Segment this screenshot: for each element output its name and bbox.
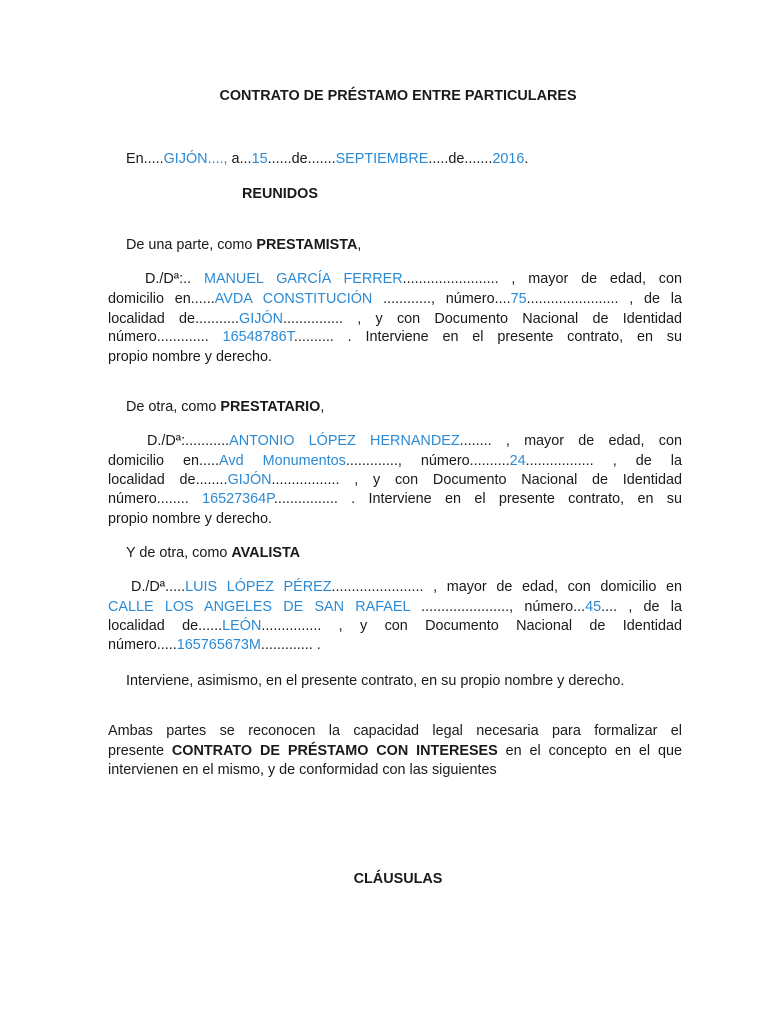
prestatario-l2-post: ................. , de la [525, 453, 683, 469]
avalista-l1-post: ....................... , mayor de edad, con domicilio en [331, 579, 683, 595]
contract-type: CONTRATO DE PRÉSTAMO CON INTERESES [171, 743, 498, 759]
date-line [126, 149, 686, 169]
avalista-line-3 [108, 616, 682, 636]
prestatario-intro-comma: , [320, 399, 325, 415]
prestamista-l1-post: ........................ , mayor de edad, con [402, 271, 682, 287]
prestamista-line-1 [145, 269, 682, 289]
prestatario-line-3 [108, 470, 682, 490]
avalista-address: CALLE LOS ANGELES DE SAN RAFAEL [108, 599, 410, 615]
prestamista-l3-post: ............... , y con Documento Nacional de Identidad [283, 311, 682, 327]
prestamista-intro-comma: , [357, 237, 362, 253]
prestatario-numero-dni-label: número........ [108, 491, 203, 507]
prestamista-domicilio-label: domicilio en...... [108, 291, 215, 307]
date-month: SEPTIEMBRE [335, 151, 429, 167]
avalista-line-1 [131, 577, 682, 597]
prestatario-number: 24 [509, 453, 526, 469]
avalista-d-label: D./Dª..... [131, 579, 186, 595]
date-end: . [524, 151, 529, 167]
prestamista-number: 75 [510, 291, 527, 307]
reunidos-heading [242, 184, 542, 204]
ambas-line-3: intervienen en el mismo, y de conformidad con las siguientes [108, 762, 497, 778]
prestamista-city: GIJÓN [239, 311, 284, 327]
avalista-name: LUIS LÓPEZ PÉREZ [185, 579, 332, 595]
prestatario-dni: 16527364P [202, 491, 274, 507]
date-sep-2: ......de....... [267, 151, 336, 167]
prestatario-line-4 [108, 489, 682, 509]
prestamista-l4-post: .......... . Interviene en el presente contrato, en su [293, 329, 682, 345]
prestatario-l1-post: ........ , mayor de edad, con [459, 433, 682, 449]
avalista-intervenes: Interviene, asimismo, en el presente contrato, en su propio nombre y derecho. [126, 673, 625, 689]
prestatario-intro [126, 397, 686, 417]
prestamista-localidad-label: localidad de........... [108, 311, 240, 327]
avalista-line-2 [108, 597, 682, 617]
avalista-l2-post: .... , de la [601, 599, 682, 615]
avalista-line-4 [108, 635, 682, 655]
ambas-line-1: Ambas partes se reconocen la capacidad legal necesaria para formalizar el [108, 723, 682, 739]
prestatario-line-1 [147, 431, 682, 451]
avalista-intro [126, 543, 686, 563]
prestamista-label: PRESTAMISTA [256, 237, 358, 253]
avalista-intro-text: Y de otra, como [126, 545, 232, 561]
prestamista-numero-dni-label: número............. [108, 329, 223, 345]
document-title: CONTRATO DE PRÉSTAMO ENTRE PARTICULARES [219, 88, 577, 104]
avalista-numero-label: ......................, número... [409, 599, 586, 615]
prestamista-dni: 16548786T [222, 329, 294, 345]
prestatario-label: PRESTATARIO [220, 399, 321, 415]
prestamista-line-5: propio nombre y derecho. [108, 349, 272, 365]
prestatario-city: GIJÓN [227, 472, 272, 488]
date-day: 15 [251, 151, 268, 167]
date-prefix: En..... [126, 151, 164, 167]
date-sep-3: .....de....... [428, 151, 493, 167]
date-year: 2016 [492, 151, 525, 167]
prestatario-l3-post: ................. , y con Documento Nacional de Identidad [271, 472, 682, 488]
avalista-number: 45 [585, 599, 602, 615]
prestamista-intro [126, 235, 686, 255]
prestatario-name: ANTONIO LÓPEZ HERNANDEZ [229, 433, 460, 449]
avalista-localidad-label: localidad de...... [108, 618, 223, 634]
prestamista-line-2 [108, 289, 682, 309]
prestatario-line-5: propio nombre y derecho. [108, 511, 272, 527]
avalista-numero-dni-label: número..... [108, 637, 177, 653]
ambas-l2-post: en el concepto en el que [497, 743, 682, 759]
clausulas-heading [0, 869, 768, 889]
reunidos-text: REUNIDOS [242, 186, 318, 202]
prestatario-intro-text: De otra, como [126, 399, 221, 415]
prestamista-intro-text: De una parte, como [126, 237, 257, 253]
clausulas-text: CLÁUSULAS [353, 871, 443, 887]
avalista-l4-post: ............. . [260, 637, 321, 653]
avalista-dni: 165765673M [176, 637, 261, 653]
ambas-presente: presente [108, 743, 172, 759]
prestatario-l4-post: ................ . Interviene en el presente contrato, en su [273, 491, 682, 507]
prestatario-localidad-label: localidad de........ [108, 472, 228, 488]
prestamista-numero-label: ............, número.... [372, 291, 511, 307]
prestamista-d-label: D./Dª:.. [145, 271, 204, 287]
prestamista-name: MANUEL GARCÍA FERRER [203, 271, 403, 287]
prestamista-address: AVDA CONSTITUCIÓN [214, 291, 373, 307]
prestatario-domicilio-label: domicilio en..... [108, 453, 220, 469]
prestatario-address: Avd Monumentos [219, 453, 346, 469]
date-sep-1: a... [227, 151, 252, 167]
avalista-city: LEÓN [222, 618, 262, 634]
prestatario-numero-label: ............., número.......... [345, 453, 510, 469]
prestamista-l2-post: ....................... , de la [526, 291, 682, 307]
prestamista-line-4 [108, 327, 682, 347]
ambas-line-2 [108, 741, 682, 761]
prestatario-d-label: D./Dª:........... [147, 433, 230, 449]
date-city: GIJÓN...., [163, 151, 228, 167]
avalista-label: AVALISTA [231, 545, 301, 561]
avalista-l3-post: ............... , y con Documento Nacional de Identidad [261, 618, 682, 634]
prestatario-line-2 [108, 451, 682, 471]
